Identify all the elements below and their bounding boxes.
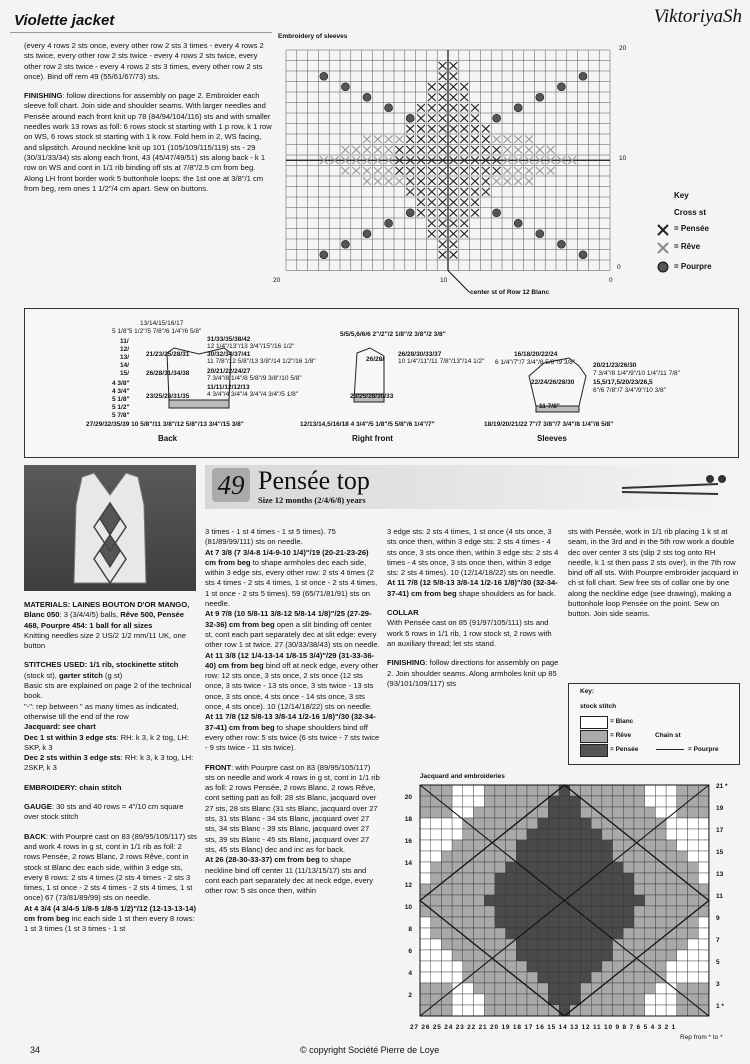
back-m1b: 12 1/4"/13"/13 3/4"/15"/16 1/2" bbox=[207, 343, 295, 350]
key2-title: Key: bbox=[580, 688, 595, 695]
back-m1: 31/33/35/38/42 bbox=[207, 336, 251, 343]
collar-text: With Pensée cast on 85 (91/97/105/111) sts and work 5 rows in 1/1 rib, 1 row stock st, 2 rows with an auxiliary thread; let sts stand. bbox=[387, 618, 552, 648]
stitches-label: STITCHES USED: 1/1 rib, stockinette stitch bbox=[24, 660, 179, 670]
materials-c: Knitting needles size 2 US/2 1/2 mm/11 UK, one button bbox=[24, 630, 186, 651]
c2-p4b: At 11 3/8 (12 1/4-13-14 1/8-15 3/4)"/29 (31-33-36-40) cm from beg bbox=[205, 650, 375, 670]
front-label: FRONT bbox=[205, 762, 232, 772]
row-label: 17 bbox=[716, 827, 724, 834]
back-inst-text: : with Pourpre cast on 83 (89/95/105/117) sts and work 4 rows in g st, cont in 1/1 rib as foll: 2 rows Pensée, 2 rows Blanc, 2 rows Rêve, cont in stock st Blanc dec each side, within 3 edge sts, every 8 rows: 2 sts 4 times (2 sts 4 times - 2 sts 3 times, 1 st once - 2 sts 4 times - 2 sts 4 times, 1 st once) 67 (73/81/89/99) sts on needle. bbox=[24, 831, 197, 903]
back-m2: 30/32/34/37/41 bbox=[207, 351, 251, 358]
rf-in1: 26/28/ bbox=[366, 356, 385, 363]
sleeve-bottom-10: 10 bbox=[440, 277, 448, 284]
back-m4: 11/11/12/12/13 bbox=[207, 384, 250, 391]
logo: ViktoriyaSh bbox=[653, 6, 742, 27]
row-label: 12 bbox=[404, 882, 412, 889]
sl-top: 16/18/20/22/24 bbox=[514, 351, 558, 358]
sleeve-label-10: 10 bbox=[619, 155, 627, 162]
row-label: 20 bbox=[404, 794, 412, 801]
gauge-label: GAUGE bbox=[24, 802, 52, 812]
stitches-e: "-": rep between " as many times as indicated, otherwise till the end of the row bbox=[24, 701, 179, 721]
c2-p4: bind off at neck edge, every other row: 12 sts once, 3 sts once, 2 sts once (12 sts once, 3 sts twice - 13 sts once, 3 sts twice - 13 sts once, 3 sts once, 4 sts once - 14 sts once, 3 sts once, 4 sts once). 10 (12/14/18/22) sts on needle. bbox=[205, 660, 379, 712]
key2-reve: = Rêve bbox=[610, 732, 632, 739]
back-left: 5 1/8" bbox=[112, 396, 130, 403]
dec1-text: : RH: k 3, k 2 tog, LH: SKP, k 3 bbox=[24, 732, 190, 752]
collar bbox=[387, 608, 562, 649]
sl-m2: 15,5/17,5/20/23/26,5 bbox=[593, 379, 653, 386]
paragraph bbox=[205, 527, 380, 754]
collar-label: COLLAR bbox=[387, 608, 419, 618]
c3-p1: 3 edge sts: 2 sts 4 times, 1 st once (4 sts once, 3 sts once then, within 3 edge sts: 2 sts 4 times - 4 sts once, 3 sts once then, within 3 edge sts: 2 sts 4 times - 4 sts once, 3 sts once then, within 3 edge sts: 2 sts 4 times). 10 (12/14/18/22) sts on needle. bbox=[387, 527, 559, 578]
sl-sub: 6 1/4"/7"/7 3/4"/8 5/8"/9 3/8" bbox=[495, 359, 576, 366]
c2-p2b: At 7 3/8 (7 3/4-8 1/4-9-10 1/4)"/19 (20-21-23-26) cm from beg bbox=[205, 547, 369, 567]
key-sub: Cross st bbox=[674, 208, 707, 217]
row-label: 15 bbox=[716, 849, 724, 856]
key2-pourpre: = Pourpre bbox=[688, 746, 719, 753]
back-side: 15/ bbox=[120, 370, 130, 377]
row-label: 9 bbox=[716, 915, 720, 922]
sl-in2: 11 7/8" bbox=[539, 403, 560, 410]
back-m4b: 4 3/4"/4 3/4"/4 3/4"/4 3/4"/5 1/8" bbox=[207, 391, 299, 398]
c2-p1: 3 times - 1 st 4 times - 1 st 5 times). 75 (81/89/99/111) sts on needle. bbox=[205, 527, 336, 547]
paragraph: (every 4 rows 2 sts once, every other row 2 sts 3 times - every 4 rows 2 sts twice, every other row 2 sts twice - every 4 rows 2 sts twice, every other row 2 sts twice - every 4 rows 2 sts 3 times, every other row 2 sts once). Bind off rem 49 (55/61/67/73) sts. bbox=[24, 41, 264, 81]
rf-top: 5/5/5,6/6/6 2"/2"/2 1/8"/2 3/8"/2 3/8" bbox=[340, 331, 446, 338]
stitches bbox=[24, 660, 199, 773]
embroidery: EMBROIDERY: chain stitch bbox=[24, 782, 122, 792]
pattern-name: Pensée top bbox=[258, 466, 370, 495]
stitches-a: (stock st), bbox=[24, 670, 60, 680]
sleeves-label: Sleeves bbox=[537, 434, 567, 443]
sl-in1: 22/24/26/28/30 bbox=[531, 379, 575, 386]
paragraph bbox=[387, 527, 562, 599]
gauge bbox=[24, 802, 199, 823]
reve-swatch bbox=[580, 730, 608, 743]
key2-blanc: = Blanc bbox=[610, 718, 634, 725]
sl-m1: 20/21/23/26/30 bbox=[593, 362, 637, 369]
back-inst-label: BACK bbox=[24, 831, 46, 841]
page-title: Violette jacket bbox=[14, 12, 115, 29]
rf-in2: 23/25/28/30/33 bbox=[350, 393, 394, 400]
sleeve-label-20: 20 bbox=[619, 45, 627, 52]
garment-photo bbox=[24, 465, 196, 591]
back-left: 5 7/8" bbox=[112, 412, 130, 419]
page-number: 34 bbox=[30, 1045, 41, 1055]
back-inst-c: inc each side 1 st then every 8 rows: 1 st 3 times (1 st 3 times - 1 st bbox=[24, 914, 195, 934]
back-side: 14/ bbox=[120, 362, 130, 369]
key-title: Key bbox=[674, 191, 689, 200]
back-in2: 26/28/31/34/38 bbox=[146, 370, 190, 377]
stitches-b: garter stitch bbox=[59, 670, 103, 680]
back-in3: 23/25/28/31/35 bbox=[146, 393, 190, 400]
materials bbox=[24, 600, 199, 651]
dec2-label: Dec 2 sts within 3 edge sts bbox=[24, 753, 121, 763]
dec2-text: : RH: k 3, k 3 tog, LH: 2SKP, k 3 bbox=[24, 753, 194, 773]
sl-m2b: 6"/6 7/8"/7 3/4"/9"/10 3/8" bbox=[593, 387, 666, 394]
c2-p2: to shape armholes dec each side, within 3 edge sts, every other row: 2 sts 4 times (2 sts 4 times - 2 sts 4 times, 1 st once - 2 sts 4 times, 1 st once - 2 sts 5 times). 59 (65/71/81/91) sts on needle. bbox=[205, 557, 378, 609]
gauge-text: : 30 sts and 40 rows = 4"/10 cm square over stock stitch bbox=[24, 802, 184, 822]
front-instructions bbox=[205, 763, 380, 897]
row-label: 19 bbox=[716, 805, 724, 812]
rf-m1b: 10 1/4"/11"/11 7/8"/13"/14 1/2" bbox=[398, 358, 485, 365]
pattern-number: 49 bbox=[212, 468, 250, 502]
key2-chain: Chain st bbox=[655, 732, 681, 739]
finishing-text-2: : follow directions for assembly on page 2. Join shoulder seams. Along armholes knit up 85 (93/101/109/117) sts bbox=[387, 658, 559, 688]
key-symbols bbox=[656, 223, 672, 277]
dec1-label: Dec 1 st within 3 edge sts bbox=[24, 732, 117, 742]
key2-pensee: = Pensée bbox=[610, 746, 639, 753]
back-m2b: 11 7/8"/12 5/8"/13 3/8"/14 1/2"/16 1/8" bbox=[207, 358, 316, 365]
row-label: 21 * bbox=[716, 783, 728, 790]
pattern-size: Size 12 months (2/4/6/8) years bbox=[258, 495, 366, 505]
finishing-text: : follow directions for assembly on page 2. Embroider each sleeve foll chart. Join side and shoulder seams. With larger needles and Pensée around each front knit up 78 (84/94/104/116) sts and with smaller needles work 13 rows as foll: 6 rows stock st starting with 1 p row, k 1 row on WS, 6 rows stock st starting with 1 k row. Fold hem in 2, WS facing, and slipstitch. Around neckline knit up 101 (105/109/115/119) sts - 29 (30/31/33/34) sts along each front, 43 (45/47/49/51) sts along back - k 1 row on WS and cont in 1/1 rib binding off sts at 7/8"/2.5 cm from beg. Along LH front border work 5 buttonhole loops: the 1st one at 3/8"/1 cm from beg, rem ones 1 1/2"/4 cm apart. Sew on buttons. bbox=[24, 91, 272, 193]
back-label: Back bbox=[158, 434, 178, 443]
key-pensee: = Pensée bbox=[674, 224, 709, 233]
top-image bbox=[24, 465, 196, 591]
front-text: : with Pourpre cast on 83 (89/95/105/117) sts on needle and work 4 rows in g st, cont in 1/1 rib as foll: 2 rows Pensée, 2 rows Blanc, 2 rows Rêve, cont setting patt as foll: 28 sts Blanc, jacquard over 27 sts, 28 sts Blanc (31 sts Blanc, jacquard over 27 sts, 31 sts Blanc - 34 sts Blanc, jacquard over 27 sts, 34 sts Blanc - 39 sts Blanc, jacquard over 27 sts, 39 sts Blanc - 45 sts Blanc, jacquard over 27 sts, 45 sts Blanc) dec and inc as for back. bbox=[205, 762, 380, 854]
back-m3b: 7 3/4"/8 1/4"/8 5/8"/9 3/8"/10 5/8" bbox=[207, 375, 302, 382]
rf-m1: 26/28/30/33/37 bbox=[398, 351, 442, 358]
pourpre-line bbox=[656, 749, 684, 750]
back-side: 12/ bbox=[120, 346, 130, 353]
key-pourpre: = Pourpre bbox=[674, 262, 712, 271]
c2-p6b: At 26 (28-30-33-37) cm from beg bbox=[205, 855, 320, 865]
copyright: © copyright Société Pierre de Loye bbox=[300, 1045, 440, 1055]
c3-p2b: At 11 7/8 (12 5/8-13 3/8-14 1/2-16 1/8)"/30 (32-34-37-41) cm from beg bbox=[387, 578, 558, 598]
row-label: 18 bbox=[404, 816, 412, 823]
c2-p6: to shape neckline bind off center 11 (11/13/15/17) sts and cont each part separately dec at neck edge, every other row: 5 sts once then, within bbox=[205, 855, 374, 896]
back-side: 11/ bbox=[120, 338, 129, 345]
finishing-label: FINISHING bbox=[24, 91, 63, 101]
c4-p1: sts with Pensée, work in 1/1 rib placing 1 k st at seam, in the 3rd and in the 5th row work a double dec over center 3 sts (slip 2 sts tog onto RH needle, k 1 st then pass 2 sts over), in the 7th row bind off all sts. With Pourpre embroider jacquard in ch st foll chart. Sew free sts of collar one by one along the neckline edge (see drawing), making a buttonhole loop Pensée on the point. Sew on button. Join side seams. bbox=[568, 527, 739, 619]
back-in1: 21/23/25/28/31 bbox=[146, 351, 190, 358]
rf-bottom: 12/13/14,5/16/18 4 3/4"/5 1/8"/5 5/8"/6 1/4"/7" bbox=[300, 421, 435, 428]
sleeve-bottom-20: 20 bbox=[273, 277, 281, 284]
jacquard-chart bbox=[418, 783, 718, 1023]
materials-b: Rêve 500, Pensée 468, Pourpre 454: 1 ball for all sizes bbox=[24, 610, 184, 630]
c2-p5: to shape shoulders bind off every other row: 5 sts twice (6 sts twice - 7 sts twice - 9 sts twice - 11 sts twice). bbox=[205, 722, 380, 753]
back-bottom: 27/29/32/35/39 10 5/8"/11 3/8"/12 5/8"/13 3/4"/15 3/8" bbox=[86, 421, 244, 428]
back-side: 13/ bbox=[120, 354, 130, 361]
needles-icon bbox=[620, 470, 730, 500]
jac-left-rows bbox=[398, 794, 412, 1014]
sleeve-chart-title: Embroidery of sleeves bbox=[278, 33, 348, 40]
c2-p3b: At 9 7/8 (10 5/8-11 3/8-12 5/8-14 1/8)"/25 (27-29-32-36) cm from beg bbox=[205, 609, 372, 629]
column-1 bbox=[24, 600, 199, 944]
sleeve-chart bbox=[276, 40, 621, 300]
jac-bottom-cols: 27 26 25 24 23 22 21 20 19 18 17 16 15 14 13 12 11 10 9 8 7 6 5 4 3 2 1 bbox=[410, 1024, 677, 1031]
stitches-c: (g st) bbox=[102, 670, 123, 680]
rep-note: Rep from * to * bbox=[680, 1034, 723, 1041]
sl-bottom: 18/19/20/21/22 7"/7 3/8"/7 3/4"/8 1/4"/8 5/8" bbox=[484, 421, 614, 428]
row-label: 10 bbox=[404, 904, 412, 911]
back-top-inches: 5 1/8"5 1/2"/5 7/8"/6 1/4"/6 5/8" bbox=[112, 328, 202, 335]
row-label: 11 bbox=[716, 893, 723, 900]
materials-label: MATERIALS: LAINES BOUTON D'OR MANGO, Blanc 050 bbox=[24, 600, 190, 620]
column-2 bbox=[205, 527, 380, 905]
jacquard-title: Jacquard and embroideries bbox=[420, 773, 505, 780]
back-left: 4 3/4" bbox=[112, 388, 130, 395]
back-top-sts: 13/14/15/16/17 bbox=[140, 320, 184, 327]
row-label: 7 bbox=[716, 937, 720, 944]
back-inst-b: At 4 3/4 (4 3/4-5 1/8-5 1/8-5 1/2)"/12 (12-13-13-14) cm from beg bbox=[24, 903, 197, 924]
row-label: 8 bbox=[408, 926, 412, 933]
rf-label: Right front bbox=[352, 434, 393, 443]
c2-p5b: At 11 7/8 (12 5/8-13 3/8-14 1/2-16 1/8)"/30 (32-34-37-41) cm from beg bbox=[205, 712, 376, 732]
pensee-swatch bbox=[580, 744, 608, 757]
finishing-label-2: FINISHING bbox=[387, 658, 426, 668]
finishing-paragraph bbox=[24, 91, 274, 194]
row-label: 16 bbox=[404, 838, 412, 845]
blanc-swatch bbox=[580, 716, 608, 729]
row-label: 4 bbox=[408, 970, 412, 977]
back-left: 5 1/2" bbox=[112, 404, 130, 411]
back-left: 4 3/8" bbox=[112, 380, 130, 387]
sl-m1b: 7 3/4"/8 1/4"/9"/10 1/4"/11 7/8" bbox=[593, 370, 680, 377]
row-label: 5 bbox=[716, 959, 720, 966]
back-m3: 20/21/22/24/27 bbox=[207, 368, 251, 375]
c3-p2: shape shoulders as for back. bbox=[456, 588, 556, 598]
row-label: 2 bbox=[408, 992, 412, 999]
column-4 bbox=[568, 527, 740, 629]
back-instructions bbox=[24, 832, 199, 935]
jac-right-rows bbox=[716, 783, 740, 1025]
sleeve-label-0: 0 bbox=[617, 264, 621, 271]
materials-a: : 3 (3/4/4/5) balls, bbox=[59, 610, 121, 620]
c2-p3: open a slit binding off center st, cont each part separately dec at slit edge: every other row 1 st twice. 27 (30/33/38/43) sts on needle. bbox=[205, 619, 380, 650]
column-3 bbox=[387, 527, 562, 698]
finishing bbox=[387, 658, 562, 689]
row-label: 14 bbox=[404, 860, 412, 867]
sleeve-annotation: center st of Row 12 Blanc bbox=[470, 289, 550, 296]
divider bbox=[10, 32, 272, 33]
row-label: 3 bbox=[716, 981, 720, 988]
key-reve: = Rêve bbox=[674, 242, 701, 251]
left-top-text bbox=[24, 41, 274, 203]
key2-sub: stock stitch bbox=[580, 703, 617, 710]
stitches-d: Basic sts are explained on page 2 of the technical book. bbox=[24, 681, 192, 701]
sleeve-bottom-0: 0 bbox=[609, 277, 613, 284]
jacquard-note: Jacquard: see chart bbox=[24, 722, 96, 732]
row-label: 1 * bbox=[716, 1003, 724, 1010]
row-label: 6 bbox=[408, 948, 412, 955]
row-label: 13 bbox=[716, 871, 724, 878]
